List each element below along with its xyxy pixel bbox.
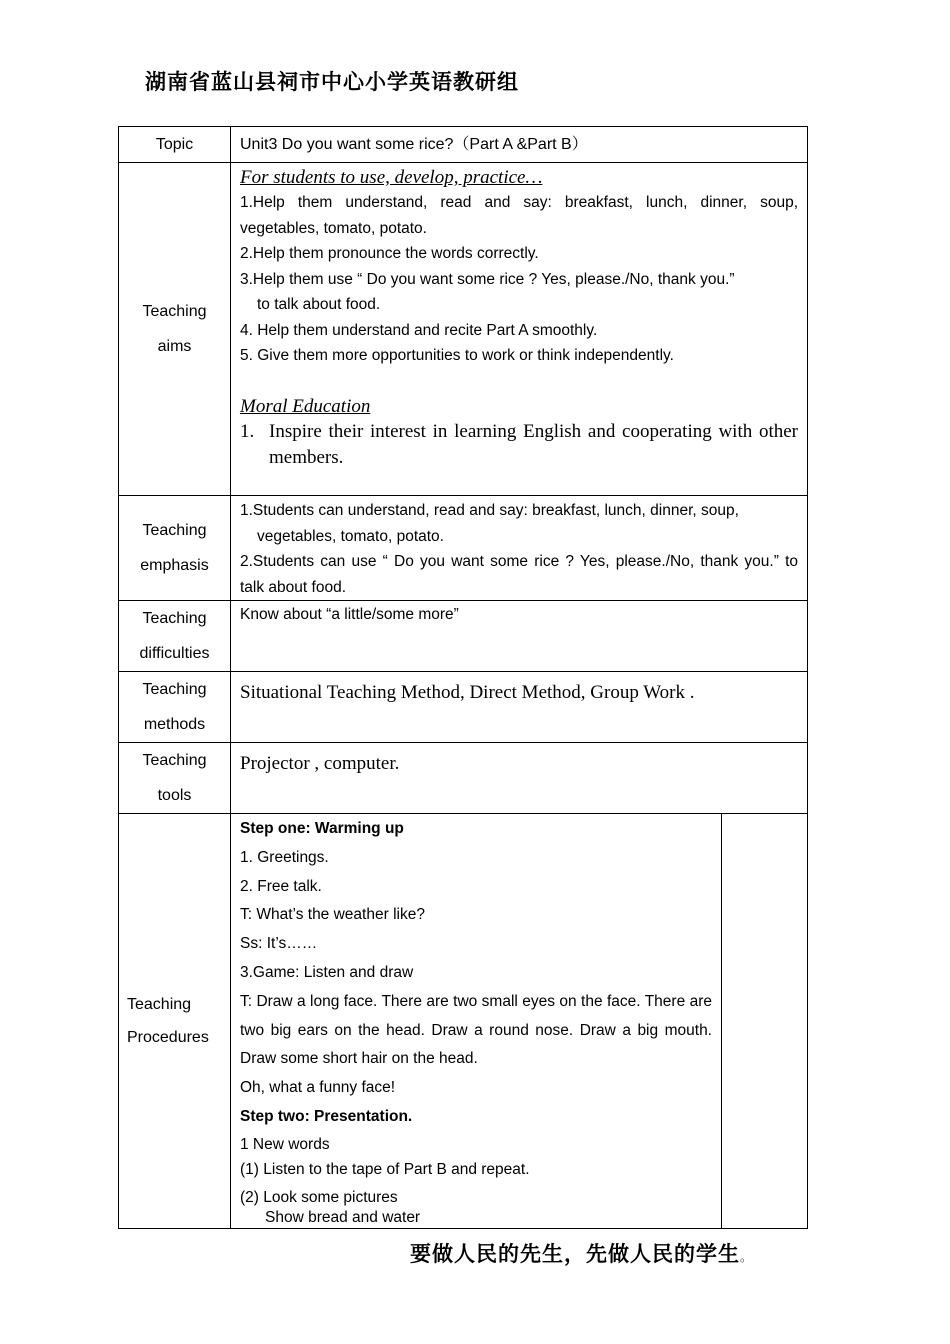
difficulties-content-cell — [231, 601, 808, 672]
procedure-line: 1 New words — [240, 1135, 330, 1153]
aims-subtitle: For students to use, develop, practice… — [240, 167, 543, 188]
topic-value: Unit3 Do you want some rice?（Part A &Part B） — [240, 135, 588, 153]
tools-label-cell — [119, 743, 231, 814]
moral-item-text: Inspire their interest in learning English and cooperating with other members. — [269, 420, 798, 468]
methods-label-line1: Teaching — [142, 681, 207, 698]
procedure-line: (2) Look some pictures — [240, 1188, 398, 1206]
footer-end-mark: 。 — [740, 1250, 754, 1264]
procedures-content-cell — [231, 814, 722, 1229]
moral-item-number: 1. — [240, 420, 255, 442]
footer-motto — [410, 1238, 753, 1268]
topic-row — [119, 127, 808, 163]
procedures-notes-cell — [722, 814, 808, 1229]
emphasis-label-cell — [119, 496, 231, 601]
procedure-line: 1. Greetings. — [240, 848, 329, 866]
emphasis-label-line2: emphasis — [140, 557, 209, 574]
procedures-label-line2: Procedures — [127, 1028, 209, 1046]
procedure-line: Oh, what a funny face! — [240, 1079, 396, 1097]
aims-label-cell — [119, 163, 231, 496]
difficulties-label-line1: Teaching — [142, 610, 207, 627]
tools-label-line2: tools — [157, 787, 192, 804]
aims-item-3b: to talk about food. — [257, 296, 381, 313]
tools-row — [119, 743, 808, 814]
procedure-line: T: Draw a long face. There are two small eyes on the face. There are two big ears on the head. Draw a round nose. Draw a big mouth. Draw some short hair on the head. — [240, 992, 712, 1068]
procedure-line: T: What’s the weather like? — [240, 906, 425, 924]
tools-content-cell — [231, 743, 808, 814]
aims-row — [119, 163, 808, 496]
emphasis-row — [119, 496, 808, 601]
aims-item-5: 5. Give them more opportunities to work or think independently. — [240, 347, 674, 364]
methods-row — [119, 672, 808, 743]
aims-item-1: 1.Help them understand, read and say: breakfast, lunch, dinner, soup, vegetables, tomato, potato. — [240, 194, 798, 237]
procedure-line: Show bread and water — [265, 1208, 421, 1226]
procedures-label-cell — [119, 814, 231, 1229]
aims-label-line2: aims — [157, 338, 192, 355]
topic-value-cell — [231, 127, 808, 163]
procedures-label-line1: Teaching — [127, 995, 192, 1013]
methods-label-cell — [119, 672, 231, 743]
aims-item-2: 2.Help them pronounce the words correctly. — [240, 245, 539, 262]
topic-label-cell — [119, 127, 231, 163]
moral-education-title: Moral Education — [240, 395, 371, 417]
aims-content-cell — [231, 163, 808, 496]
emphasis-content-cell — [231, 496, 808, 601]
methods-label-line2: methods — [143, 716, 206, 733]
moral-item — [240, 419, 798, 471]
difficulties-label-cell — [119, 601, 231, 672]
page-header-title: 湖南省蓝山县祠市中心小学英语教研组 — [145, 69, 519, 94]
emphasis-line-3: 2.Students can use “ Do you want some rice ? Yes, please./No, thank you.” to talk about food. — [240, 553, 798, 596]
procedures-row — [119, 814, 808, 1229]
step-two-heading: Step two: Presentation. — [240, 1107, 413, 1125]
footer-motto-text: 要做人民的先生，先做人民的学生 — [410, 1241, 740, 1266]
step-one-heading: Step one: Warming up — [240, 820, 404, 837]
emphasis-line-1: 1.Students can understand, read and say: breakfast, lunch, dinner, soup, — [240, 502, 739, 519]
methods-content-cell — [231, 672, 808, 743]
tools-label-line1: Teaching — [142, 752, 207, 769]
difficulties-row — [119, 601, 808, 672]
procedure-line: 2. Free talk. — [240, 877, 322, 895]
procedure-line: (1) Listen to the tape of Part B and repeat. — [240, 1161, 530, 1179]
difficulties-label-line2: difficulties — [139, 645, 210, 662]
emphasis-line-2: vegetables, tomato, potato. — [257, 527, 444, 545]
aims-label-line1: Teaching — [142, 303, 207, 320]
difficulties-value: Know about “a little/some more” — [240, 606, 459, 623]
methods-value: Situational Teaching Method, Direct Method, Group Work . — [240, 682, 695, 703]
procedure-line: 3.Game: Listen and draw — [240, 963, 414, 981]
aims-item-3a: 3.Help them use “ Do you want some rice ? Yes, please./No, thank you.” — [240, 270, 735, 288]
topic-label: Topic — [155, 135, 194, 153]
procedure-line: Ss: It’s…… — [240, 935, 318, 953]
tools-value: Projector , computer. — [240, 753, 400, 774]
aims-item-4: 4. Help them understand and recite Part A smoothly. — [240, 321, 598, 339]
emphasis-label-line1: Teaching — [142, 522, 207, 539]
lesson-plan-table — [118, 126, 808, 1229]
